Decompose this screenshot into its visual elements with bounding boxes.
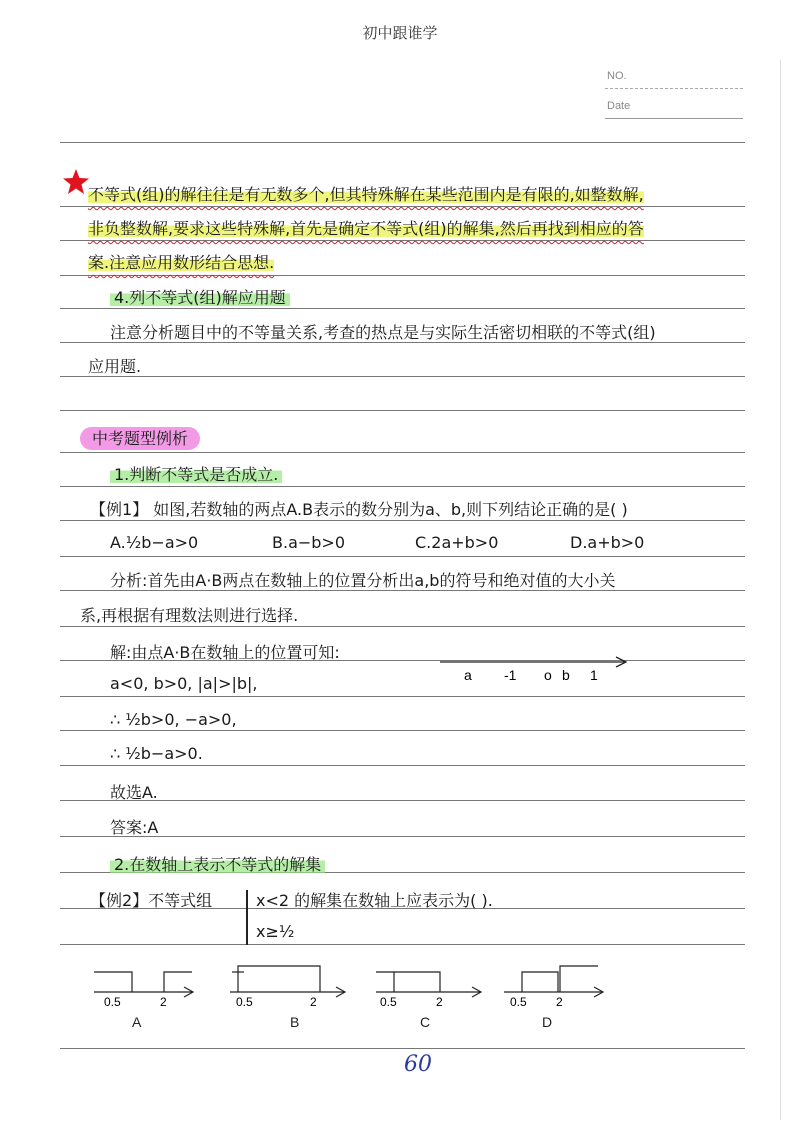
analysis-line-1: 分析:首先由A·B两点在数轴上的位置分析出a,b的符号和绝对值的大小关 <box>110 571 616 590</box>
page-header-title: 初中跟谁学 <box>362 24 438 42</box>
solution-line-4: ∴ ½b−a>0. <box>110 744 203 763</box>
section-4-text-2: 应用题. <box>88 357 142 376</box>
page-number: 60 <box>404 1052 432 1077</box>
ruled-line <box>60 696 745 697</box>
ruled-line <box>60 836 745 837</box>
ruled-line <box>60 376 745 377</box>
note-line-2 <box>88 216 644 239</box>
ruled-line <box>60 944 745 945</box>
ruled-line <box>60 1048 745 1049</box>
option-a-tick-05: 0.5 <box>104 995 121 1009</box>
option-b-number-line <box>228 960 353 1010</box>
section-4-title-row <box>110 285 290 308</box>
option-d: D.a+b>0 <box>570 533 645 552</box>
sub-1-title: 1.判断不等式是否成立. <box>110 465 282 484</box>
answer-line: 答案:A <box>110 818 159 837</box>
date-line <box>605 118 743 119</box>
no-line <box>605 88 743 89</box>
option-b-tick-2: 2 <box>310 995 317 1009</box>
ruled-line <box>60 275 745 276</box>
solution-line-3: ∴ ½b>0, −a>0, <box>110 710 237 729</box>
axis-label-neg1: -1 <box>504 667 517 683</box>
solution-line-5: 故选A. <box>110 783 158 802</box>
ruled-line <box>60 240 745 241</box>
ruled-line <box>60 556 745 557</box>
option-c-number-line <box>374 960 489 1010</box>
option-d-tick-05: 0.5 <box>510 995 527 1009</box>
example-2-condition-1: x<2 的解集在数轴上应表示为( ). <box>256 891 493 910</box>
note-text-2: 非负整数解,要求这些特殊解,首先是确定不等式(组)的解集,然后再找到相应的答 <box>88 219 644 238</box>
exam-heading: 中考题型例析 <box>80 427 200 450</box>
analysis-line-2: 系,再根据有理数法则进行选择. <box>80 606 299 625</box>
axis-label-b: b <box>562 667 570 683</box>
option-a-number-line <box>92 960 202 1010</box>
option-c-tick-2: 2 <box>436 995 443 1009</box>
sub-2-row <box>110 852 325 875</box>
sub-1-row <box>110 462 282 485</box>
option-b: B.a−b>0 <box>272 533 346 552</box>
option-c: C.2a+b>0 <box>415 533 499 552</box>
example-2-label: 【例2】不等式组 <box>90 891 213 910</box>
section-4-text-1: 注意分析题目中的不等量关系,考查的热点是与实际生活密切相联的不等式(组) <box>110 323 656 342</box>
axis-label-a: a <box>464 667 472 683</box>
option-a-letter: A <box>132 1014 142 1030</box>
solution-line-1: 解:由点A·B在数轴上的位置可知: <box>110 643 340 662</box>
option-c-tick-05: 0.5 <box>380 995 397 1009</box>
ruled-line <box>60 452 745 453</box>
ruled-line <box>60 142 745 143</box>
option-b-letter: B <box>290 1014 300 1030</box>
note-line-3 <box>88 250 274 273</box>
ruled-line <box>60 730 745 731</box>
ruled-line <box>60 800 745 801</box>
axis-label-1: 1 <box>590 667 598 683</box>
note-text-3: 案.注意应用数形结合思想. <box>88 253 275 272</box>
solution-line-2: a<0, b>0, |a|>|b|, <box>110 674 258 693</box>
date-label: Date <box>607 100 631 112</box>
ruled-line <box>60 765 745 766</box>
option-d-tick-2: 2 <box>556 995 563 1009</box>
ruled-line <box>60 308 745 309</box>
axis-label-o: o <box>544 667 552 683</box>
right-margin-line <box>780 60 781 1120</box>
red-star-icon <box>62 168 90 196</box>
option-a: A.½b−a>0 <box>110 533 199 552</box>
note-line-1 <box>88 182 644 205</box>
system-brace <box>246 890 248 945</box>
note-text-1: 不等式(组)的解往往是有无数多个,但其特殊解在某些范围内是有限的,如整数解, <box>88 185 644 204</box>
example-2-condition-2: x≥½ <box>256 922 295 941</box>
example-1-number-line <box>440 652 640 688</box>
option-b-tick-05: 0.5 <box>236 995 253 1009</box>
sub-2-title: 2.在数轴上表示不等式的解集 <box>110 855 325 874</box>
ruled-line <box>60 520 745 521</box>
option-d-number-line <box>502 960 612 1010</box>
option-a-tick-2: 2 <box>160 995 167 1009</box>
example-1-prompt: 【例1】 如图,若数轴的两点A.B表示的数分别为a、b,则下列结论正确的是( ) <box>90 500 628 519</box>
ruled-line <box>60 486 745 487</box>
ruled-line <box>60 626 745 627</box>
ruled-line <box>60 206 745 207</box>
exam-heading-row <box>80 426 200 449</box>
option-c-letter: C <box>420 1014 431 1030</box>
no-label: NO. <box>607 70 627 82</box>
section-4-title: 4.列不等式(组)解应用题 <box>110 288 290 307</box>
ruled-line <box>60 410 745 411</box>
option-d-letter: D <box>542 1014 553 1030</box>
